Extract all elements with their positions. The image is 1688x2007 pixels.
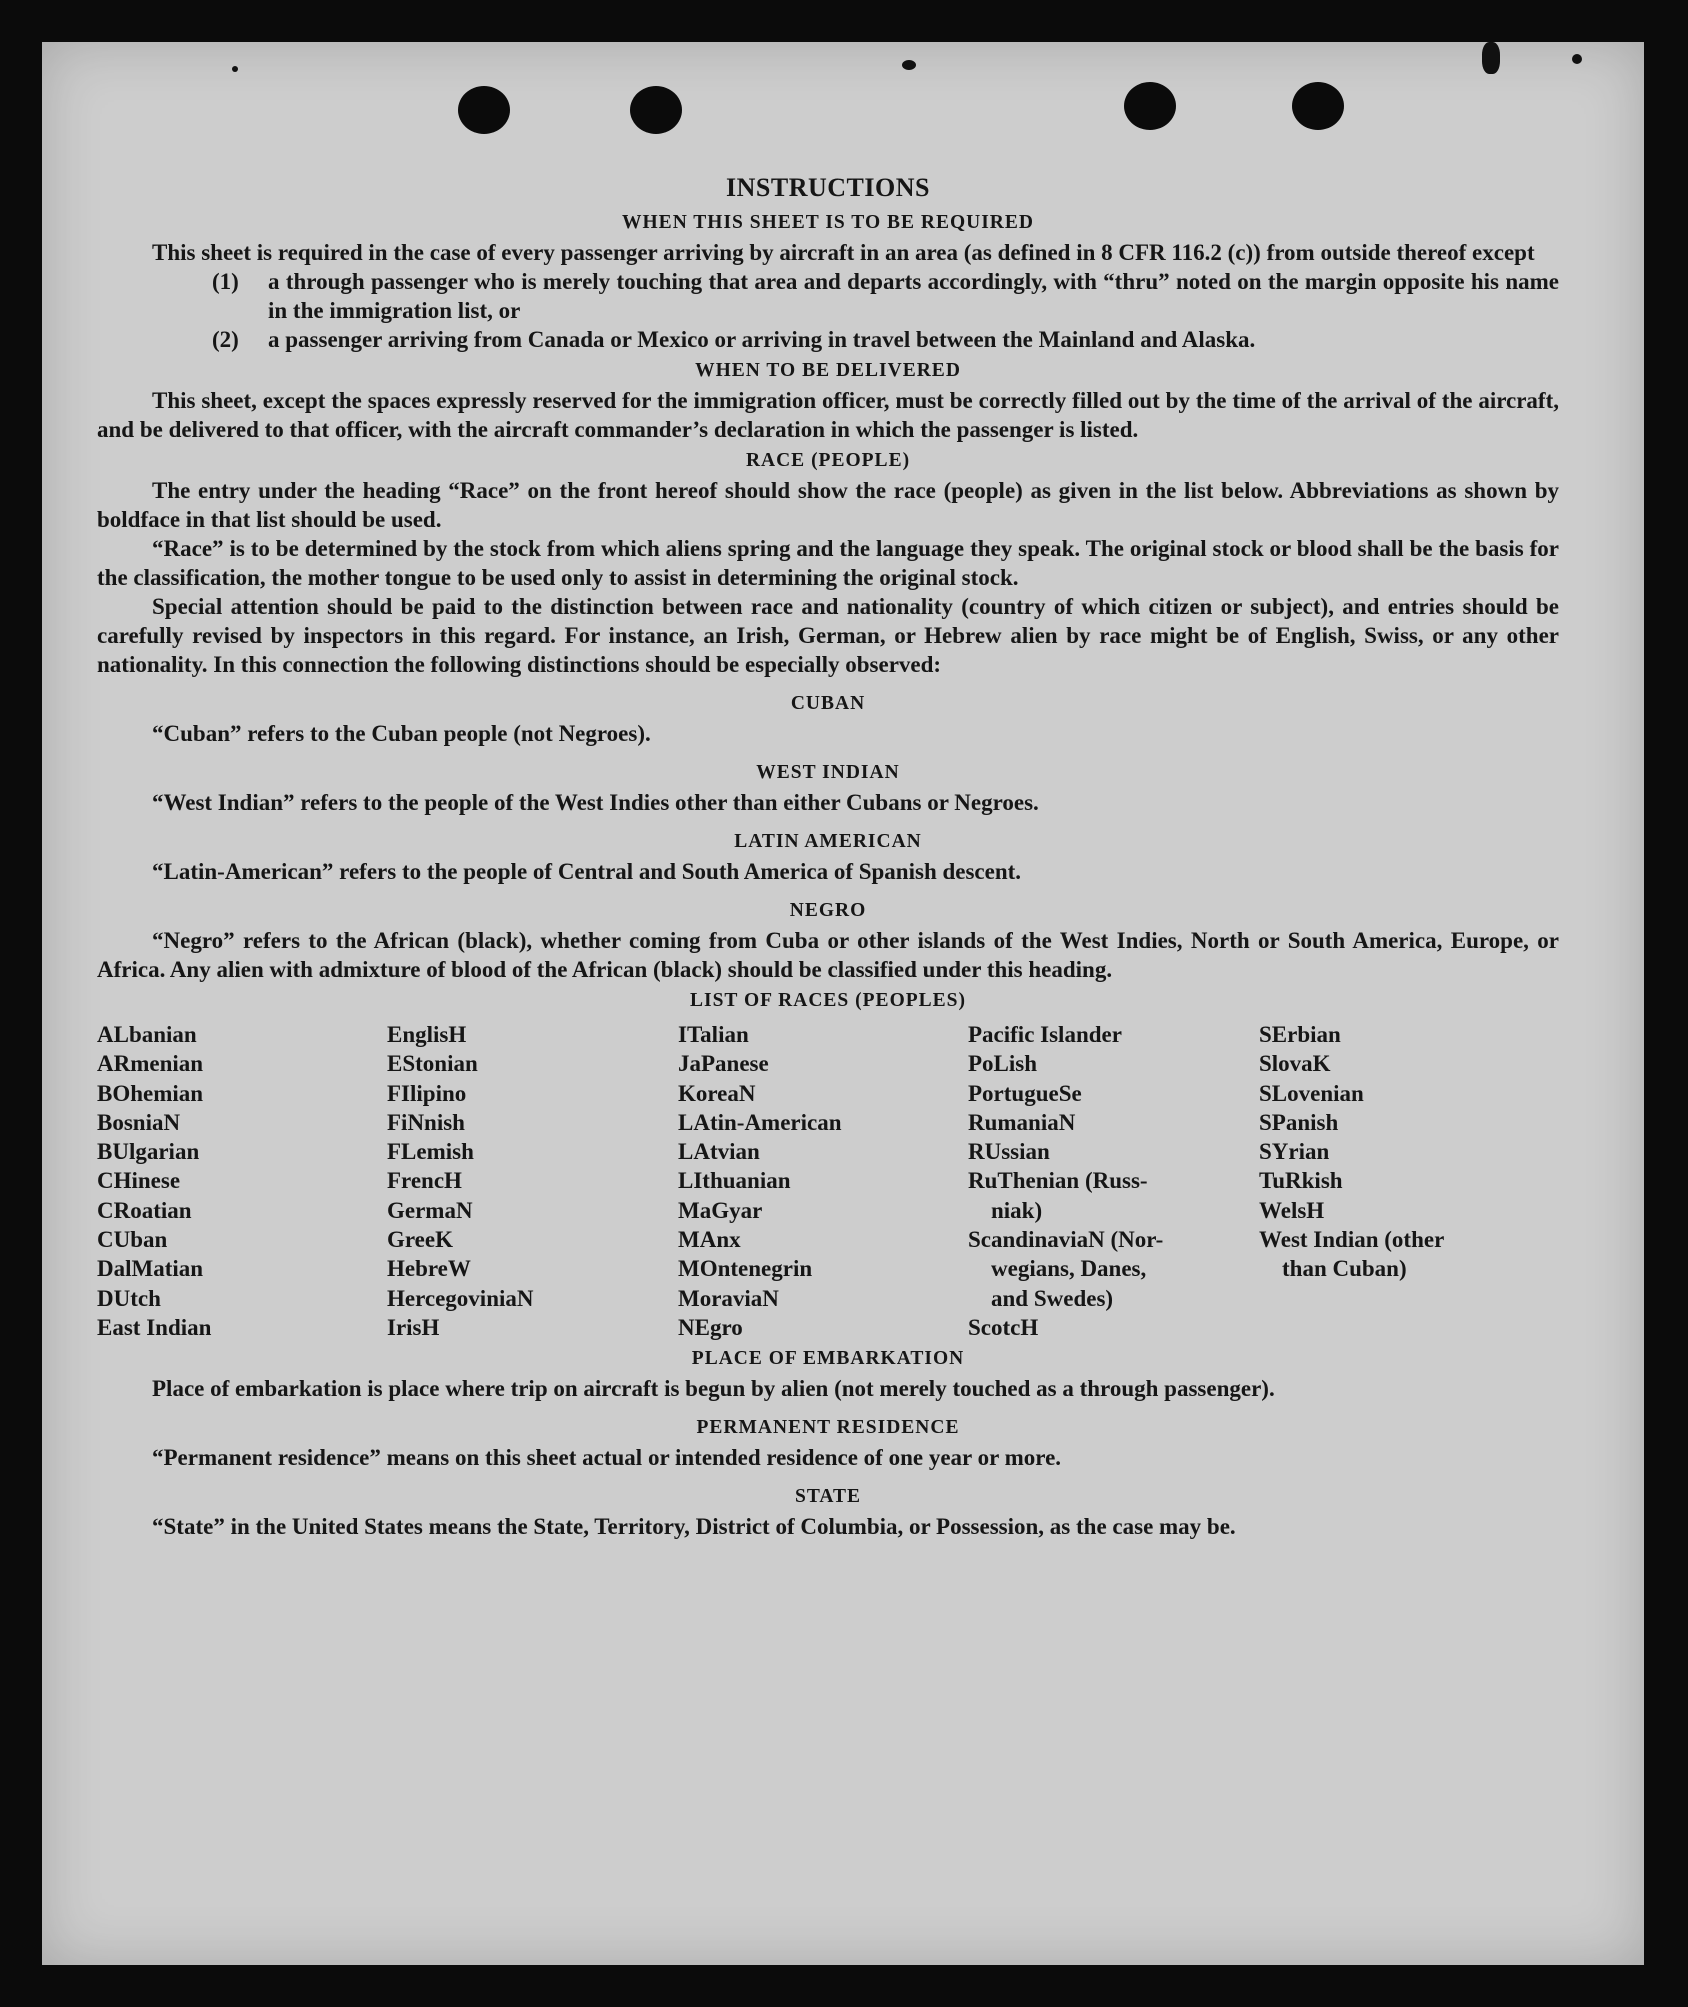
race-column [1259, 1020, 1559, 1342]
race-item: TuRkish [1259, 1168, 1343, 1194]
required-text: This sheet is required in the case of every passenger arriving by aircraft in an area (as defined in 8 CFR 116.2 (c)) from outside thereof except [152, 240, 1535, 265]
race-item: RuThenian (Russ- [968, 1168, 1148, 1194]
race-item: ARmenian [97, 1051, 204, 1077]
race-item: Pacific Islander [968, 1022, 1122, 1047]
exception-item: (1) a through passenger who is merely touching that area and departs accordingly, with “thru” noted on the margin opposite his name in the immigration list, or [212, 269, 1559, 323]
cuban-text: “Cuban” refers to the Cuban people (not Negroes). [152, 721, 651, 746]
exception-item: (2) a passenger arriving from Canada or Mexico or arriving in travel between the Mainland and Alaska. [212, 327, 1256, 352]
section-heading: STATE [794, 1486, 862, 1508]
race-item: DUtch [97, 1285, 161, 1311]
race-item: ITalian [678, 1022, 749, 1047]
race-item: EStonian [387, 1051, 478, 1077]
race-item: MaGyar [678, 1197, 763, 1223]
race-item: BUlgarian [97, 1139, 200, 1165]
section-heading: WHEN THIS SHEET IS TO BE REQUIRED [622, 212, 1034, 233]
race-paragraph: The entry under the heading “Race” on the front hereof should show the race (people) as given in the list below. Abbreviations as shown by boldface in that list should be used. [97, 478, 1559, 532]
race-list [97, 1020, 1559, 1342]
race-item: EnglisH [387, 1022, 467, 1047]
ink-speck [232, 66, 238, 72]
punch-hole [630, 86, 682, 134]
race-item: PoLish [968, 1051, 1038, 1077]
race-item: SPanish [1259, 1109, 1339, 1135]
ink-speck [902, 60, 916, 70]
section-heading: WHEN TO BE DELIVERED [695, 360, 961, 381]
section-heading: WEST INDIAN [756, 762, 900, 783]
race-item: LAtvian [678, 1139, 760, 1165]
section-heading: LIST OF RACES (PEOPLES) [689, 990, 966, 1011]
section-heading: CUBAN [790, 693, 866, 714]
race-item: BOhemian [97, 1080, 204, 1106]
race-item: West Indian (other [1259, 1227, 1445, 1253]
race-item: CUban [97, 1227, 168, 1253]
ink-speck [1482, 42, 1500, 74]
document-page [42, 42, 1644, 1965]
section-heading: RACE (PEOPLE) [745, 450, 911, 471]
race-item: FiNnish [387, 1109, 465, 1135]
delivered-text: This sheet, except the spaces expressly reserved for the immigration officer, must be correctly filled out by the time of the arrival of the aircraft, and be delivered to that officer, with the aircraft commander’s declaration in which the passenger is listed. [97, 388, 1559, 442]
punch-hole [458, 86, 510, 134]
race-item: DalMatian [97, 1256, 204, 1282]
race-item: RumaniaN [968, 1109, 1076, 1135]
race-paragraph: “Race” is to be determined by the stock from which aliens spring and the language they speak. The original stock or blood shall be the basis for the classification, the mother tongue to be used only to assist in determining the original stock. [97, 536, 1559, 590]
race-item: ScandinaviaN (Nor- [968, 1227, 1164, 1253]
punch-hole [1124, 82, 1176, 130]
race-item: FrencH [387, 1168, 462, 1194]
race-item: and Swedes) [968, 1285, 1114, 1311]
residence-text: “Permanent residence” means on this sheet actual or intended residence of one year or more. [152, 1445, 1062, 1471]
punch-hole [1292, 82, 1344, 130]
embarkation-text: Place of embarkation is place where trip on aircraft is begun by alien (not merely touched as a through passenger). [152, 1376, 1275, 1402]
race-item: KoreaN [678, 1080, 756, 1106]
race-item: HebreW [387, 1256, 471, 1282]
race-item: NEgro [678, 1314, 743, 1340]
race-item: IrisH [387, 1314, 440, 1340]
race-item: FIlipino [387, 1080, 467, 1106]
race-item: SYrian [1259, 1139, 1330, 1165]
race-item: FLemish [387, 1139, 474, 1165]
race-item: LAtin-American [678, 1109, 842, 1135]
section-heading: PLACE OF EMBARKATION [691, 1348, 965, 1370]
race-item: ALbanian [97, 1022, 197, 1047]
instructions-body [97, 170, 1559, 1541]
west-indian-text: “West Indian” refers to the people of the West Indies other than either Cubans or Negroes. [152, 790, 1039, 815]
race-item: SlovaK [1259, 1051, 1331, 1077]
race-column [678, 1020, 968, 1342]
negro-text: “Negro” refers to the African (black), whether coming from Cuba or other islands of the West Indies, North or South America, Europe, or Africa. Any alien with admixture of blood of the African (black) should be classified under this heading. [97, 928, 1559, 982]
race-column [97, 1020, 387, 1342]
race-item: BosniaN [97, 1109, 181, 1135]
race-item: LIthuanian [678, 1168, 791, 1194]
race-item: CHinese [97, 1168, 181, 1194]
race-item: niak) [968, 1197, 1043, 1223]
latin-american-text: “Latin-American” refers to the people of Central and South America of Spanish descent. [152, 859, 1022, 884]
section-heading: LATIN AMERICAN [734, 831, 922, 852]
race-item: MAnx [678, 1227, 741, 1253]
race-item: GreeK [387, 1227, 453, 1253]
race-item: CRoatian [97, 1197, 192, 1223]
section-heading: NEGRO [789, 900, 867, 921]
ink-speck [1572, 54, 1582, 64]
race-item: East Indian [97, 1314, 212, 1340]
race-item: ScotcH [968, 1314, 1039, 1340]
race-item: GermaN [387, 1197, 473, 1223]
race-item: JaPanese [678, 1051, 769, 1077]
race-item: RUssian [968, 1139, 1050, 1165]
race-item: wegians, Danes, [968, 1256, 1147, 1282]
race-item: MOntenegrin [678, 1256, 813, 1282]
race-column [968, 1020, 1259, 1342]
race-item: SLovenian [1259, 1080, 1364, 1106]
race-item: than Cuban) [1259, 1256, 1407, 1282]
page-title: INSTRUCTIONS [726, 173, 930, 202]
race-paragraph: Special attention should be paid to the distinction between race and nationality (country of which citizen or subject), and entries should be carefully revised by inspectors in this regard. For instance, an Irish, German, or Hebrew alien by race might be of English, Swiss, or any other nationality. In this connection the following distinctions should be especially observed: [97, 594, 1559, 677]
race-item: SErbian [1259, 1022, 1341, 1047]
race-item: PortugueSe [968, 1080, 1082, 1106]
section-heading: PERMANENT RESIDENCE [696, 1417, 960, 1439]
race-item: WelsH [1259, 1197, 1325, 1223]
state-text: “State” in the United States means the State, Territory, District of Columbia, or Possession, as the case may be. [152, 1514, 1236, 1540]
race-item: MoraviaN [678, 1285, 779, 1311]
race-item: HercegoviniaN [387, 1285, 534, 1311]
race-column [387, 1020, 678, 1342]
